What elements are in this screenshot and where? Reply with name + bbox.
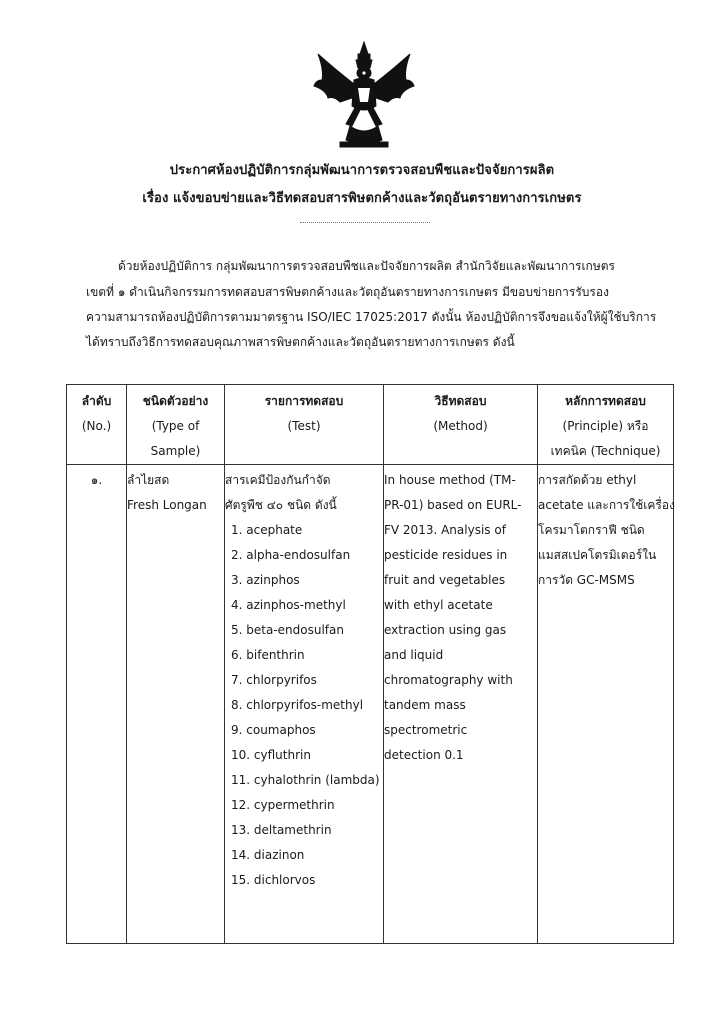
principle-line: แมสสเปคโตรมิเตอร์ใน	[538, 548, 657, 562]
test-item: 4. azinphos-methyl	[231, 598, 346, 612]
test-item-list	[225, 518, 383, 893]
header-sample: ชนิดตัวอย่าง (Type of Sample)	[127, 385, 225, 465]
test-item: 11. cyhalothrin (lambda)	[231, 773, 380, 787]
table-header-row	[67, 385, 674, 465]
principle-line: โครมาโตกราฟี ชนิด	[538, 523, 645, 537]
table-row	[67, 465, 674, 944]
principle-text	[538, 468, 673, 593]
test-item: 6. bifenthrin	[231, 648, 305, 662]
method-line: chromatography with	[384, 673, 513, 687]
header-no: ลำดับ (No.)	[67, 385, 127, 465]
test-item: 7. chlorpyrifos	[231, 673, 317, 687]
header-method: วิธีทดสอบ (Method)	[384, 385, 538, 465]
test-item: 12. cypermethrin	[231, 798, 335, 812]
test-intro-line-1: สารเคมีป้องกันกำจัด	[225, 473, 331, 487]
method-text	[384, 468, 537, 768]
header-principle: หลักการทดสอบ (Principle) หรือ เทคนิค (Technique)	[538, 385, 674, 465]
principle-line: การสกัดด้วย ethyl	[538, 473, 637, 487]
method-line: tandem mass	[384, 698, 466, 712]
test-item: 15. dichlorvos	[231, 873, 316, 887]
method-line: In house method (TM-	[384, 473, 516, 487]
test-item: 9. coumaphos	[231, 723, 316, 737]
announcement-title: ประกาศห้องปฏิบัติการกลุ่มพัฒนาการตรวจสอบพืชและปัจจัยการผลิต	[169, 163, 555, 178]
method-line: extraction using gas	[384, 623, 507, 637]
method-cell	[384, 465, 538, 944]
test-intro-line-2: ศัตรูพืช ๔๐ ชนิด ดังนี้	[225, 498, 337, 512]
sample-name-english: Fresh Longan	[127, 498, 207, 512]
sample-name-thai: ลำไยสด	[127, 473, 170, 487]
title-divider	[300, 222, 430, 223]
test-item: 1. acephate	[231, 523, 303, 537]
method-line: pesticide residues in	[384, 548, 508, 562]
method-line: detection 0.1	[384, 748, 464, 762]
test-item: 10. cyfluthrin	[231, 748, 311, 762]
method-line: FV 2013. Analysis of	[384, 523, 506, 537]
sample-cell	[127, 465, 225, 944]
test-item: 13. deltamethrin	[231, 823, 332, 837]
header-test: รายการทดสอบ (Test)	[225, 385, 384, 465]
row-number-cell	[67, 465, 127, 944]
principle-cell	[538, 465, 674, 944]
body-line-3: ความสามารถห้องปฏิบัติการตามมาตรฐาน ISO/IEC 17025:2017 ดังนั้น ห้องปฏิบัติการจึงขอแจ้งให้ผู้ใช้บริการ	[86, 310, 657, 324]
test-item: 5. beta-endosulfan	[231, 623, 344, 637]
method-line: with ethyl acetate	[384, 598, 493, 612]
body-line-1: ด้วยห้องปฏิบัติการ กลุ่มพัฒนาการตรวจสอบพืชและปัจจัยการผลิต สำนักวิจัยและพัฒนาการเกษตร	[118, 259, 615, 273]
principle-line: การวัด GC-MSMS	[538, 573, 635, 587]
body-line-4: ได้ทราบถึงวิธีการทดสอบคุณภาพสารพิษตกค้างและวัตถุอันตรายทางการเกษตร ดังนี้	[86, 335, 515, 349]
test-item: 8. chlorpyrifos-methyl	[231, 698, 364, 712]
test-scope-table	[66, 384, 674, 944]
garuda-emblem	[310, 40, 418, 152]
row-number: ๑.	[90, 473, 103, 487]
body-line-2: เขตที่ ๑ ดำเนินกิจกรรมการทดสอบสารพิษตกค้างและวัตถุอันตรายทางการเกษตร มีขอบข่ายการรับรอง	[86, 285, 609, 299]
method-line: and liquid	[384, 648, 444, 662]
test-cell	[225, 465, 384, 944]
test-item: 3. azinphos	[231, 573, 300, 587]
method-line: PR-01) based on EURL-	[384, 498, 522, 512]
method-line: fruit and vegetables	[384, 573, 506, 587]
method-line: spectrometric	[384, 723, 468, 737]
test-item: 14. diazinon	[231, 848, 305, 862]
principle-line: acetate และการใช้เครื่อง	[538, 498, 675, 512]
announcement-subject: เรื่อง แจ้งขอบข่ายและวิธีทดสอบสารพิษตกค้างและวัตถุอันตรายทางการเกษตร	[142, 191, 582, 206]
test-item: 2. alpha-endosulfan	[231, 548, 351, 562]
